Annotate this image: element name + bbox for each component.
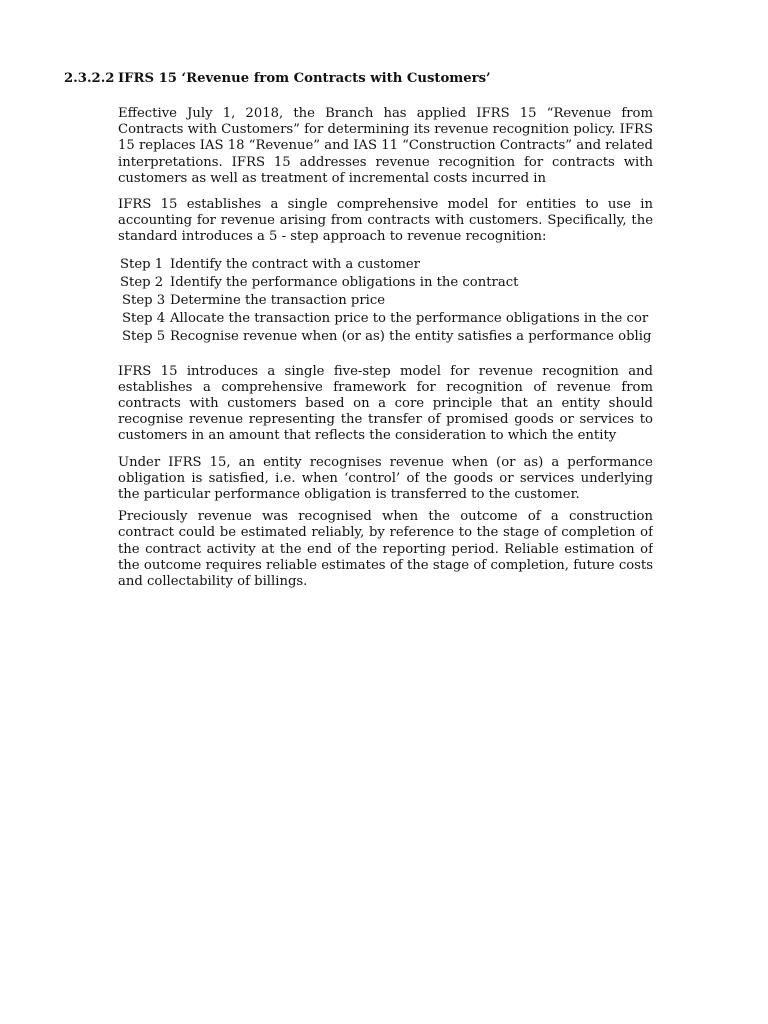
step-text: Identify the contract with a customer [170,256,420,272]
section-title: IFRS 15 ‘Revenue from Contracts with Customers’ [118,71,491,86]
document-body [118,106,653,600]
step-item [118,328,653,346]
step-text: Allocate the transaction price to the performance obligations in the cor [170,310,649,326]
section-number: 2.3.2.2 [64,71,115,86]
paragraph: Effective July 1, 2018, the Branch has applied IFRS 15 “Revenue from Contracts with Customers” for determining its revenue recognition policy. IFRS 15 replaces IAS 18 “Revenue” and IAS 11 “Construction Contracts” and related interpretations. IFRS 15 addresses revenue recognition for contracts with customers as well as treatment of incremental costs incurred in [118,106,653,186]
section-heading [64,70,491,88]
step-label: Step 5 [122,328,166,344]
step-text: Determine the transaction price [170,292,386,308]
step-label: Step 1 [120,256,164,272]
step-item [118,256,653,274]
paragraph: Under IFRS 15, an entity recognises revenue when (or as) a performance obligation is satisfied, i.e. when ‘control’ of the goods or services underlying the particular performance obligation is transferred to the customer. [118,454,653,503]
step-item [118,310,653,328]
step-label: Step 4 [122,310,166,326]
step-label: Step 2 [120,274,164,290]
paragraph: IFRS 15 establishes a single comprehensive model for entities to use in accounting for revenue arising from contracts with customers. Specifically, the standard introduces a 5 - step approach to revenue recognition: [118,197,653,245]
paragraph: Preciously revenue was recognised when the outcome of a construction contract could be estimated reliably, by reference to the stage of completion of the contract activity at the end of the reporting period. Reliable estimation of the outcome requires reliable estimates of the stage of completion, future costs and collectability of billings. [118,509,653,590]
step-label: Step 3 [122,292,166,308]
step-text: Recognise revenue when (or as) the entity satisfies a performance oblig [170,328,652,344]
step-item [118,292,653,310]
paragraph: IFRS 15 introduces a single five-step model for revenue recognition and establishes a comprehensive framework for recognition of revenue from contracts with customers based on a core principle that an entity should recognise revenue representing the transfer of promised goods or services to customers in an amount that reflects the consideration to which the entity [118,363,653,444]
step-text: Identify the performance obligations in the contract [170,274,519,290]
step-item [118,274,653,292]
step-list [118,256,653,346]
